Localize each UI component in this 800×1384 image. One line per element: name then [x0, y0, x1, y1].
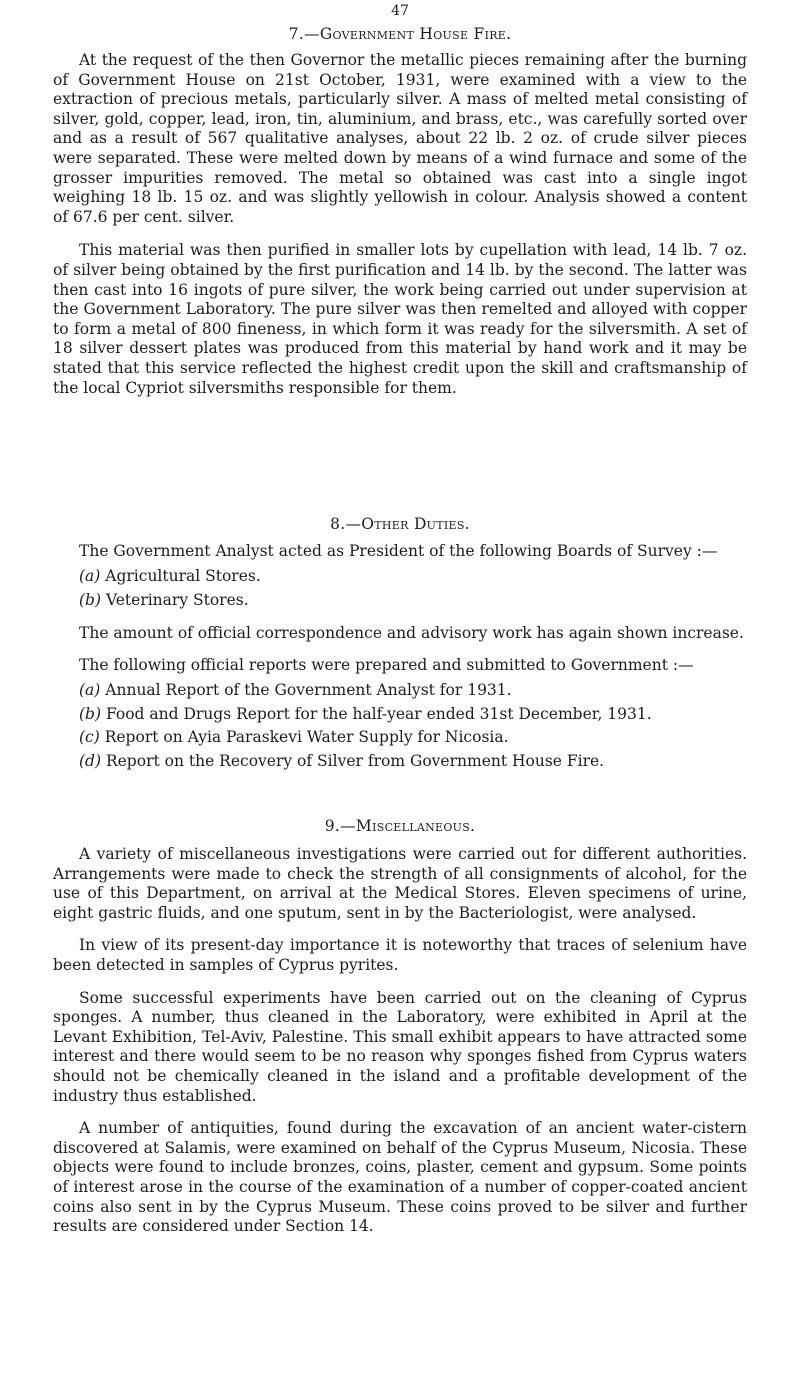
section-9-number: 9.—	[324, 817, 356, 835]
report-item	[53, 681, 747, 701]
section-9-paragraph: A variety of miscellaneous investigations were carried out for different authorities. Arrangements were made to check the strength of all consignments of alcohol, for the use of this Department, on arrival at the Medical Stores. Eleven specimens of urine, eight gastric fluids, and one sputum, sent in by the Bacteriologist, were analysed.	[53, 845, 747, 922]
report-item-label: (a)	[79, 680, 101, 699]
board-item-label: (a)	[79, 566, 101, 585]
section-9-paragraph: A number of antiquities, found during the excavation of an ancient water-cistern discovered at Salamis, were examined on behalf of the Cyprus Museum, Nicosia. These objects were found to include bronzes, coins, plaster, cement and gypsum. Some points of interest arose in the course of the examination of a number of copper-coated ancient coins also sent in by the Cyprus Museum. These coins proved to be silver and further results are considered under Section 14.	[53, 1119, 747, 1236]
board-item	[53, 567, 747, 587]
board-item-text: Veterinary Stores.	[105, 591, 249, 610]
board-item-text: Agricultural Stores.	[105, 566, 261, 585]
report-item	[53, 728, 747, 748]
section-7-paragraph: This material was then purified in smaller lots by cupellation with lead, 14 lb. 7 oz. of silver being obtained by the first purification and 14 lb. by the second. The latter was then cast into 16 ingots of pure silver, the work being carried out under supervision at the Government Laboratory. The pure silver was then remelted and alloyed with copper to form a metal of 800 fineness, in which form it was ready for the silversmith. A set of 18 silver dessert plates was produced from this material by hand work and it may be stated that this service reflected the highest credit upon the skill and craftsmanship of the local Cypriot silversmiths responsible for them.	[53, 241, 747, 397]
section-7-title: Government House Fire.	[319, 25, 512, 43]
report-item-label: (c)	[79, 728, 100, 747]
section-8-heading	[0, 515, 800, 533]
section-9-body	[53, 845, 747, 1237]
section-7-number: 7.—	[288, 25, 320, 43]
section-8-body	[53, 542, 747, 771]
report-item	[53, 705, 747, 725]
section-7-paragraph: At the request of the then Governor the metallic pieces remaining after the burning of Government House on 21st October, 1931, were examined with a view to the extraction of precious metals, particularly silver. A mass of melted metal consisting of silver, gold, copper, lead, iron, tin, aluminium, and brass, etc., was carefully sorted over and as a result of 567 qualitative analyses, about 22 lb. 2 oz. of crude silver pieces were separated. These were melted down by means of a wind furnace and some of the grosser impurities removed. The metal so obtained was cast into a single ingot weighing 18 lb. 15 oz. and was slightly yellowish in colour. Analysis showed a content of 67.6 per cent. silver.	[53, 51, 747, 226]
section-8-title: Other Duties.	[361, 515, 470, 533]
report-item-text: Report on Ayia Paraskevi Water Supply for Nicosia.	[104, 728, 509, 747]
section-9-paragraph: Some successful experiments have been carried out on the cleaning of Cyprus sponges. A number, thus cleaned in the Laboratory, were exhibited in April at the Levant Exhibition, Tel-Aviv, Palestine. This small exhibit appears to have attracted some interest and there would seem to be no reason why sponges fished from Cyprus waters should not be chemically cleaned in the island and a profitable development of the industry thus established.	[53, 988, 747, 1105]
section-9-title: Miscellaneous.	[355, 817, 476, 835]
section-9-heading	[0, 817, 800, 835]
report-item-label: (b)	[79, 704, 102, 723]
correspondence-paragraph: The amount of official correspondence and advisory work has again shown increase.	[79, 623, 744, 642]
report-item-text: Annual Report of the Government Analyst for 1931.	[105, 680, 512, 699]
boards-intro: The Government Analyst acted as President of the following Boards of Survey :—	[79, 542, 718, 560]
section-7-body	[53, 51, 747, 398]
board-item-label: (b)	[79, 591, 102, 610]
report-item-text: Food and Drugs Report for the half-year ended 31st December, 1931.	[105, 704, 652, 723]
report-item	[53, 752, 747, 772]
section-9-paragraph: In view of its present-day importance it is noteworthy that traces of selenium have been detected in samples of Cyprus pyrites.	[53, 936, 747, 974]
board-item	[53, 591, 747, 611]
reports-intro: The following official reports were prepared and submitted to Government :—	[79, 656, 694, 675]
section-7-heading	[0, 25, 800, 43]
page-number: 47	[391, 3, 409, 19]
report-item-text: Report on the Recovery of Silver from Government House Fire.	[105, 751, 605, 770]
section-8-number: 8.—	[330, 515, 362, 533]
report-item-label: (d)	[79, 751, 102, 770]
